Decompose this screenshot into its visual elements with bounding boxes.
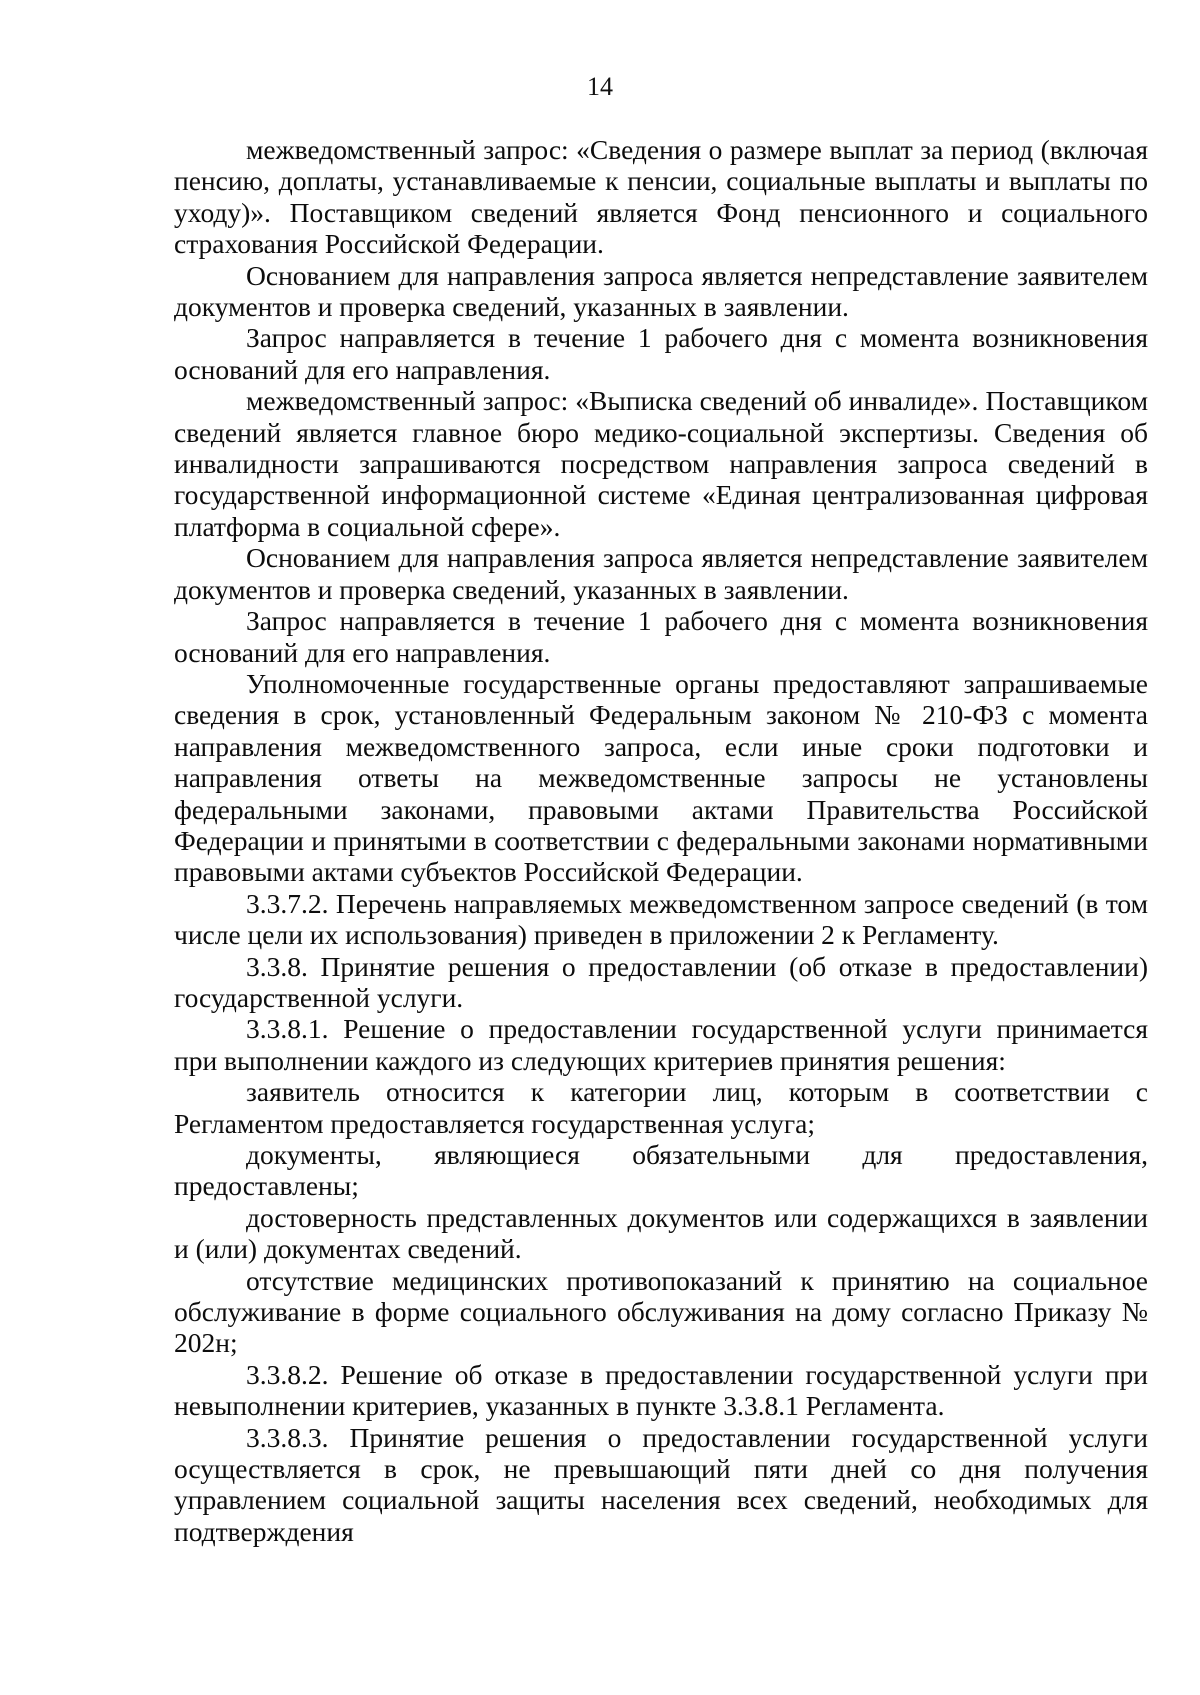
paragraph-request-basis-1: Основанием для направления запроса является непредставление заявителем документов и проверка сведений, указанных в заявлении. — [174, 259, 1148, 323]
paragraph-request-deadline-1: Запрос направляется в течение 1 рабочего дня с момента возникновения оснований для его направления. — [174, 322, 1148, 385]
paragraph-interagency-request-pension: межведомственный запрос: «Сведения о размере выплат за период (включая пенсию, доплаты, устанавливаемые к пенсии, социальные выплаты и выплаты по уходу)». Поставщиком сведений является Фонд пенсионного и социального страхования Российской Федерации. — [174, 134, 1148, 260]
page-number: 14 — [587, 72, 613, 101]
paragraph-3-3-8-2: 3.3.8.2. Решение об отказе в предоставлении государственной услуги при невыполнении критериев, указанных в пункте 3.3.8.1 Регламента. — [174, 1358, 1148, 1422]
paragraph-3-3-7-2: 3.3.7.2. Перечень направляемых межведомственном запросе сведений (в том числе цели их использования) приведен в приложении 2 к Регламенту. — [174, 887, 1148, 951]
paragraph-3-3-8-3: 3.3.8.3. Принятие решения о предоставлении государственной услуги осуществляется в срок, не превышающий пяти дней со дня получения управлением социальной защиты населения всех сведений, необходимых для подтверждения — [174, 1421, 1148, 1547]
document-body — [174, 134, 1148, 1547]
criterion-no-medical-contraindications: отсутствие медицинских противопоказаний к принятию на социальное обслуживание в форме социального обслуживания на дому согласно Приказу № 202н; — [174, 1264, 1148, 1359]
paragraph-interagency-request-disability: межведомственный запрос: «Выписка сведений об инвалиде». Поставщиком сведений является главное бюро медико-социальной экспертизы. Сведения об инвалидности запрашиваются посредством направления запроса сведений в государственной информационной системе «Единая централизованная цифровая платформа в социальной сфере». — [174, 385, 1148, 542]
criterion-documents-reliability: достоверность представленных документов или содержащихся в заявлении и (или) документах сведений. — [174, 1201, 1148, 1265]
paragraph-3-3-8-1: 3.3.8.1. Решение о предоставлении государственной услуги принимается при выполнении каждого из следующих критериев принятия решения: — [174, 1013, 1148, 1076]
criterion-documents-provided: документы, являющиеся обязательными для предоставления, предоставлены; — [174, 1139, 1148, 1202]
paragraph-3-3-8: 3.3.8. Принятие решения о предоставлении (об отказе в предоставлении) государственной услуги. — [174, 950, 1148, 1013]
paragraph-authorities-response: Уполномоченные государственные органы предоставляют запрашиваемые сведения в срок, установленный Федеральным законом № 210-ФЗ с момента направления межведомственного запроса, если иные сроки подготовки и направления ответы на межведомственные запросы не установлены федеральными законами, правовыми актами Правительства Российской Федерации и принятыми в соответствии с федеральными законами нормативными правовыми актами субъектов Российской Федерации. — [174, 667, 1148, 888]
paragraph-request-deadline-2: Запрос направляется в течение 1 рабочего дня с момента возникновения оснований для его направления. — [174, 605, 1148, 668]
criterion-applicant-category: заявитель относится к категории лиц, которым в соответствии с Регламентом предоставляется государственная услуга; — [174, 1076, 1148, 1139]
paragraph-request-basis-2: Основанием для направления запроса является непредставление заявителем документов и проверка сведений, указанных в заявлении. — [174, 542, 1148, 605]
